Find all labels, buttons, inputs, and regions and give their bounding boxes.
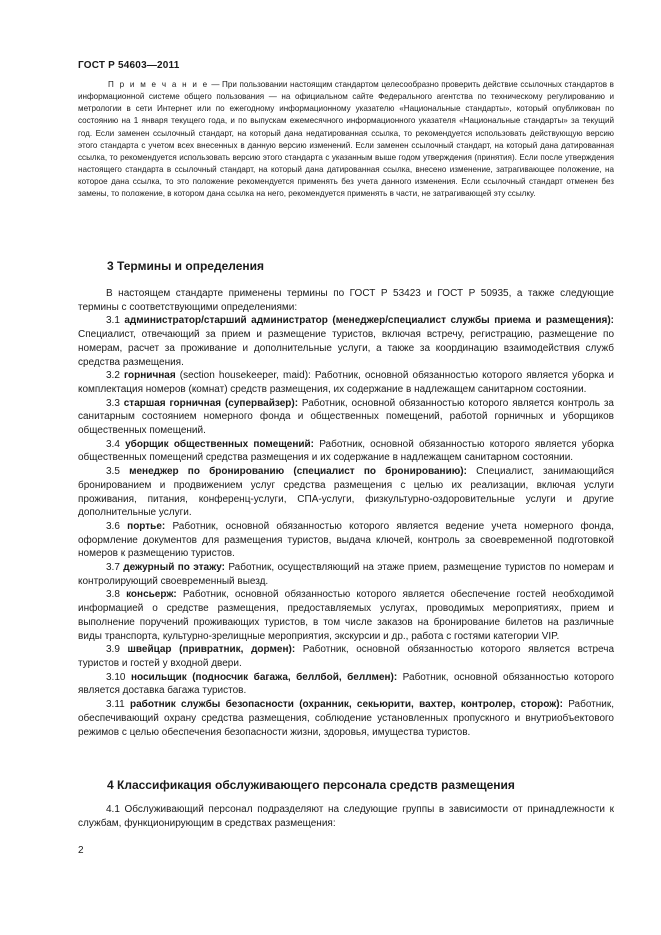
term-number: 3.5 (106, 466, 130, 478)
term-name: консьерж: (126, 589, 177, 601)
term-name: уборщик общественных помещений: (125, 438, 315, 450)
term-definition (78, 438, 614, 465)
note-text: — При пользовании настоящим стандартом целесообразно проверить действие ссылочных стандартов в информационной системе общего пользования — на официальном сайте Федерального агентства по техническому регулированию и метрологии в сети Интернет или по ежегодному информационному указателю «Национальные стандарты», который опубликован по состоянию на 1 января текущего года, и по выпускам ежемесячного информационного указателя «Национальные стандарты» за текущий год. Если заменен ссылочный стандарт, на который дана недатированная ссылка, то рекомендуется использовать действующую версию этого стандарта с учетом всех внесенных в данную версию изменений. Если заменен ссылочный стандарт, на который дана датированная ссылка, то рекомендуется использовать версию этого стандарта с указанным выше годом утверждения (принятия). Если после утверждения настоящего стандарта в ссылочный стандарт, на который дана датированная ссылка, внесено изменение, затрагивающее положение, на которое дана ссылка, то это положение рекомендуется применять без учета данного изменения. Если ссылочный стандарт отменен без замены, то положение, в котором дана ссылка на него, рекомендуется применять в части, не затрагивающей эту ссылку. (78, 80, 614, 199)
term-name: носильщик (подносчик багажа, беллбой, беллмен): (130, 671, 398, 683)
term-text: Работник, основной обязанностью которого является контроль за санитарным состоянием номерного фонда и общественных помещений, работой горничных и уборщиков общественных помещений. (78, 397, 614, 437)
term-number: 3.7 (106, 562, 124, 574)
term-name: дежурный по этажу: (123, 562, 225, 574)
section-4-paragraph: 4.1 Обслуживающий персонал подразделяют на следующие группы в зависимости от принадлежности к службам, функционирующим в средствах размещения: (78, 804, 614, 829)
term-name: швейцар (привратник, дормен): (127, 644, 296, 656)
section-4-heading: 4 Классификация обслуживающего персонала средств размещения (107, 778, 515, 792)
term-text: Работник, основной обязанностью которого является обеспечение гостей необходимой информацией о средстве размещения, предоставляемых услугах, проводимых мероприятиях, прием и выполнение поручений проживающих туристов, в том числе заказов на бронирование билетов на различные виды транспорта, культурно-зрелищные мероприятия, экскурсии и др., работа с гостями категории VIP. (78, 589, 614, 642)
note-label: П р и м е ч а н и е (108, 80, 209, 89)
term-definition (78, 561, 614, 588)
term-number: 3.6 (106, 520, 128, 532)
term-number: 3.1 (106, 315, 125, 327)
term-name: горничная (124, 370, 176, 382)
term-number: 3.10 (106, 671, 131, 683)
term-number: 3.9 (106, 644, 128, 656)
term-definition (78, 643, 614, 670)
term-text: Работник, основной обязанностью которого является ведение учета номерного фонда, оформление документов для размещения туристов, выдача ключей, контроль за своевременной подготовкой номеров к размещению туристов. (78, 520, 614, 560)
term-definition (78, 314, 614, 369)
document-header: ГОСТ Р 54603—2011 (78, 60, 180, 71)
term-number: 3.2 (106, 370, 124, 382)
term-name: старшая горничная (супервайзер): (123, 397, 299, 409)
term-definition (78, 520, 614, 561)
term-name: администратор/старший администратор (менеджер/специалист службы приема и размещения): (124, 315, 614, 327)
term-text: Специалист, занимающийся бронированием и продвижением услуг средства размещения с целью их реализации, включая услуги проживания, питания, конференц-услуги, СПА-услуги, физкультурно-оздоровительные услуги и другие дополнительные услуги. (78, 466, 615, 519)
term-text: Работник, основной обязанностью которого является уборка общественных помещений средства размещения и их содержание в надлежащем санитарном состоянии. (78, 438, 614, 464)
term-number: 3.3 (106, 397, 124, 409)
term-number: 3.11 (106, 699, 130, 711)
term-definition (78, 369, 614, 396)
term-text: Работник, основной обязанностью которого является доставка багажа туристов. (78, 671, 614, 697)
term-name: менеджер по бронированию (специалист по бронированию): (129, 466, 467, 478)
term-name: работник службы безопасности (охранник, секьюрити, вахтер, контролер, сторож): (130, 699, 563, 711)
section-4-body (78, 803, 614, 830)
term-number: 3.8 (106, 589, 127, 601)
term-definition (78, 397, 614, 438)
page-number: 2 (78, 845, 84, 856)
term-definition (78, 671, 614, 698)
term-text: Работник, осуществляющий на этаже прием, размещение туристов по номерам и контролирующий своевременный выезд. (78, 562, 614, 587)
term-definition (78, 465, 614, 520)
term-definition (78, 698, 614, 739)
term-text: Специалист, отвечающий за прием и размещение туристов, включая встречу, регистрацию, размещение по номерам, расчет за проживание и дополнительные услуги, а также за координацию взаимодействия служб средства размещения. (78, 329, 614, 368)
term-name: портье: (127, 520, 166, 532)
section-3-heading: 3 Термины и определения (107, 259, 265, 273)
note-paragraph (78, 79, 614, 201)
section-3-body (78, 287, 614, 739)
section-3-intro: В настоящем стандарте применены термины по ГОСТ Р 53423 и ГОСТ Р 50935, а также следующие термины с соответствующими определениями: (78, 288, 614, 313)
term-definition (78, 588, 614, 643)
term-text: (section housekeeper, maid): Работник, основной обязанностью которого является уборка и комплектация номеров (комнат) средств размещения, их содержание в надлежащем санитарном состоянии. (78, 370, 614, 395)
term-text: Работник, основной обязанностью которого является встреча туристов и гостей у входной двери. (78, 644, 615, 669)
term-number: 3.4 (106, 438, 126, 450)
term-text: Работник, обеспечивающий охрану средства размещения, соблюдение установленных пропускного и внутриобъектового режимов с целью обеспечения безопасности жизни, здоровья, имущества туристов. (78, 699, 615, 738)
